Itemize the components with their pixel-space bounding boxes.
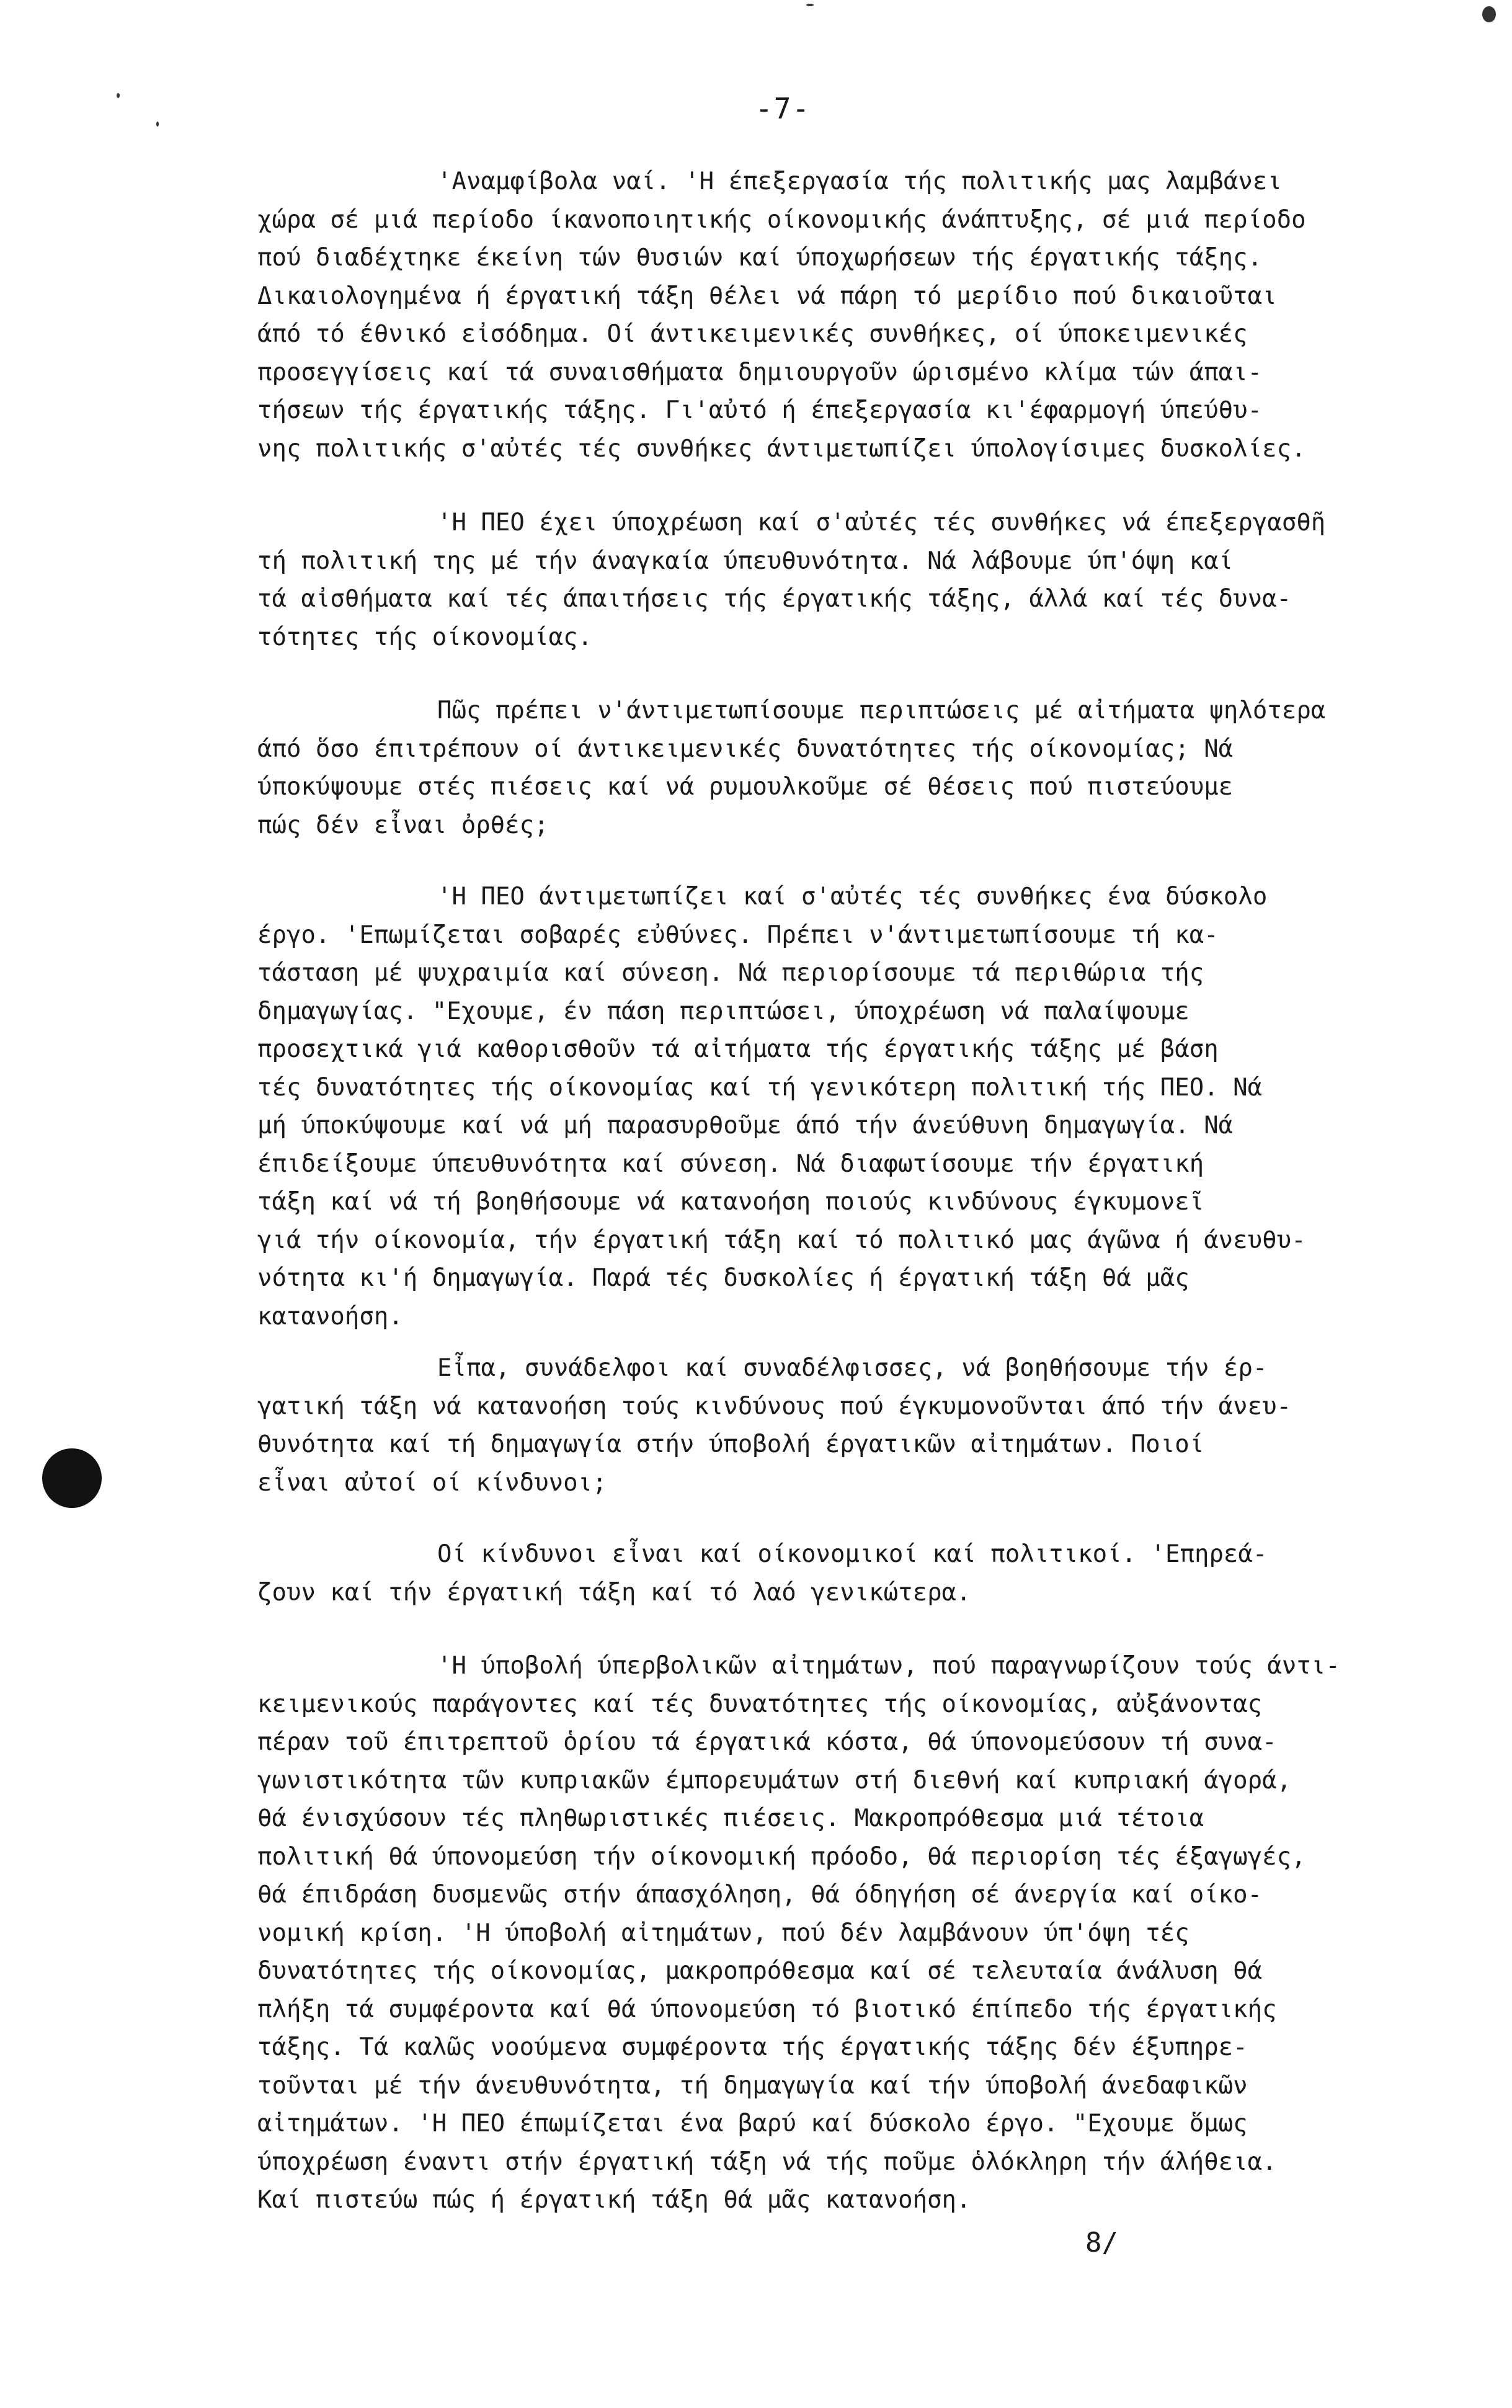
text-line: δημαγωγίας. "Εχουμε, έν πάση περιπτώσει, ύποχρέωση νά παλαίψουμε: [257, 997, 1190, 1025]
scan-speck: [1482, 6, 1496, 22]
punch-hole: [42, 1448, 102, 1508]
page-number: -7-: [755, 92, 811, 125]
text-line: θά ένισχύσουν τές πληθωριστικές πιέσεις. Μακροπρόθεσμα μιά τέτοια: [257, 1804, 1204, 1832]
text-line: θά έπιδράση δυσμενῶς στήν άπασχόληση, θά όδηγήση σέ άνεργία καί οίκο-: [257, 1881, 1263, 1909]
text-line: τή πολιτική της μέ τήν άναγκαία ύπευθυνότητα. Νά λάβουμε ύπ'όψη καί: [257, 546, 1234, 575]
text-line: Οί κίνδυνοι εἶναι καί οίκονομικοί καί πολιτικοί. 'Επηρεά-: [437, 1540, 1268, 1568]
paragraph-3: [257, 692, 1423, 844]
text-line: χώρα σέ μιά περίοδο ίκανοποιητικής οίκονομικής άνάπτυξης, σέ μιά περίοδο: [257, 205, 1306, 234]
text-line: έπιδείξουμε ύπευθυνότητα καί σύνεση. Νά διαφωτίσουμε τήν έργατική: [257, 1149, 1204, 1178]
text-line: τάξη καί νά τή βοηθήσουμε νά κατανοήση ποιούς κινδύνους έγκυμονεῖ: [257, 1188, 1204, 1216]
text-line: γωνιστικότητα τῶν κυπριακῶν έμπορευμάτων στή διεθνή καί κυπριακή άγορά,: [257, 1766, 1292, 1795]
text-line: έργο. 'Επωμίζεται σοβαρές εὐθύνες. Πρέπει ν'άντιμετωπίσουμε τή κα-: [257, 921, 1219, 949]
continuation-marker: 8/: [1085, 2227, 1118, 2259]
text-line: αἰτημάτων. 'Η ΠΕΟ έπωμίζεται ένα βαρύ καί δύσκολο έργο. "Εχουμε ὅμως: [257, 2110, 1248, 2138]
text-line: ζουν καί τήν έργατική τάξη καί τό λαό γενικώτερα.: [257, 1578, 971, 1607]
text-line: θυνότητα καί τή δημαγωγία στήν ύποβολή έργατικῶν αἰτημάτων. Ποιοί: [257, 1430, 1204, 1458]
text-line: τοῦνται μέ τήν άνευθυνότητα, τή δημαγωγία καί τήν ύποβολή άνεδαφικῶν: [257, 2071, 1248, 2100]
text-line: πώς δέν εἶναι ὀρθές;: [257, 811, 549, 839]
text-line: 'Η ύποβολή ύπερβολικῶν αἰτημάτων, πού παραγνωρίζουν τούς άντι-: [437, 1652, 1340, 1680]
text-line: τάσταση μέ ψυχραιμία καί σύνεση. Νά περιορίσουμε τά περιθώρια τής: [257, 959, 1204, 987]
text-line: 'Αναμφίβολα ναί. 'Η έπεξεργασία τής πολιτικής μας λαμβάνει: [437, 167, 1282, 195]
paragraph-5: [257, 1349, 1423, 1502]
text-line: εἶναι αὐτοί οί κίνδυνοι;: [257, 1468, 607, 1497]
text-line: τάξης. Τά καλῶς νοούμενα συμφέροντα τής έργατικής τάξης δέν έξυπηρε-: [257, 2033, 1248, 2061]
text-line: προσεγγίσεις καί τά συναισθήματα δημιουργοῦν ώρισμένο κλίμα τών άπαι-: [257, 358, 1263, 386]
scan-speck: [156, 122, 159, 127]
text-line: νομική κρίση. 'Η ύποβολή αἰτημάτων, πού δέν λαμβάνουν ύπ'όψη τές: [257, 1919, 1190, 1947]
text-line: πέραν τοῦ έπιτρεπτοῦ ὁρίου τά έργατικά κόστα, θά ύπονομεύσουν τή συνα-: [257, 1728, 1277, 1756]
text-line: κειμενικούς παράγοντες καί τές δυνατότητες τής οίκονομίας, αὐξάνοντας: [257, 1690, 1263, 1718]
text-line: Εἶπα, συνάδελφοι καί συναδέλφισσες, νά βοηθήσουμε τήν έρ-: [437, 1354, 1268, 1382]
text-line: κατανοήση.: [257, 1302, 403, 1331]
text-line: άπό ὅσο έπιτρέπουν οί άντικειμενικές δυνατότητες τής οίκονομίας; Νά: [257, 734, 1234, 763]
text-line: άπό τό έθνικό εἰσόδημα. Οί άντικειμενικές συνθήκες, οί ύποκειμενικές: [257, 320, 1248, 348]
text-line: Καί πιστεύω πώς ή έργατική τάξη θά μᾶς κατανοήση.: [257, 2186, 971, 2214]
text-line: προσεχτικά γιά καθορισθοῦν τά αἰτήματα τής έργατικής τάξης μέ βάση: [257, 1035, 1219, 1063]
text-line: μή ύποκύψουμε καί νά μή παρασυρθοῦμε άπό τήν άνεύθυνη δημαγωγία. Νά: [257, 1112, 1234, 1139]
text-line: Δικαιολογημένα ή έργατική τάξη θέλει νά πάρη τό μερίδιο πού δικαιοῦται: [257, 282, 1277, 310]
paragraph-1: [257, 163, 1423, 468]
text-line: τά αἰσθήματα καί τές άπαιτήσεις τής έργατικής τάξης, άλλά καί τές δυνα-: [257, 585, 1292, 613]
text-line: νης πολιτικής σ'αὐτές τές συνθήκες άντιμετωπίζει ύπολογίσιμες δυσκολίες.: [257, 434, 1306, 463]
paragraph-2: [257, 504, 1423, 656]
text-line: γιά τήν οίκονομία, τήν έργατική τάξη καί τό πολιτικό μας άγῶνα ή άνευθυ-: [257, 1226, 1306, 1254]
text-line: ύποχρέωση έναντι στήν έργατική τάξη νά τής ποῦμε ὁλόκληρη τήν άλήθεια.: [257, 2147, 1277, 2176]
text-line: 'Η ΠΕΟ έχει ύποχρέωση καί σ'αὐτές τές συνθήκες νά έπεξεργασθῆ: [437, 509, 1326, 537]
text-line: ύποκύψουμε στές πιέσεις καί νά ρυμουλκοῦμε σέ θέσεις πού πιστεύουμε: [257, 773, 1234, 801]
scan-speck: [117, 93, 120, 98]
paragraph-6: [257, 1535, 1423, 1612]
text-line: πού διαδέχτηκε έκείνη τών θυσιών καί ύποχωρήσεων τής έργατικής τάξης.: [257, 244, 1263, 272]
text-line: 'Η ΠΕΟ άντιμετωπίζει καί σ'αὐτές τές συνθήκες ένα δύσκολο: [437, 883, 1268, 911]
text-line: πολιτική θά ύπονομεύση τήν οίκονομική πρόοδο, θά περιορίση τές έξαγωγές,: [257, 1842, 1306, 1871]
text-line: τές δυνατότητες τής οίκονομίας καί τή γενικότερη πολιτική τής ΠΕΟ. Νά: [257, 1073, 1263, 1102]
text-line: δυνατότητες τής οίκονομίας, μακροπρόθεσμα καί σέ τελευταία άνάλυση θά: [257, 1957, 1263, 1985]
text-line: Πῶς πρέπει ν'άντιμετωπίσουμε περιπτώσεις μέ αἰτήματα ψηλότερα: [437, 697, 1326, 725]
text-line: τότητες τής οίκονομίας.: [257, 623, 593, 651]
paragraph-7: [257, 1647, 1423, 2219]
text-line: τήσεων τής έργατικής τάξης. Γι'αὐτό ή έπεξεργασία κι'έφαρμογή ύπεύθυ-: [257, 396, 1263, 424]
scan-speck: [806, 4, 814, 6]
text-line: πλήξη τά συμφέροντα καί θά ύπονομεύση τό βιοτικό έπίπεδο τής έργατικής: [257, 1995, 1277, 2023]
text-line: νότητα κι'ή δημαγωγία. Παρά τές δυσκολίες ή έργατική τάξη θά μᾶς: [257, 1264, 1190, 1292]
paragraph-4: [257, 878, 1423, 1336]
text-line: γατική τάξη νά κατανοήση τούς κινδύνους πού έγκυμονοῦνται άπό τήν άνευ-: [257, 1392, 1292, 1420]
